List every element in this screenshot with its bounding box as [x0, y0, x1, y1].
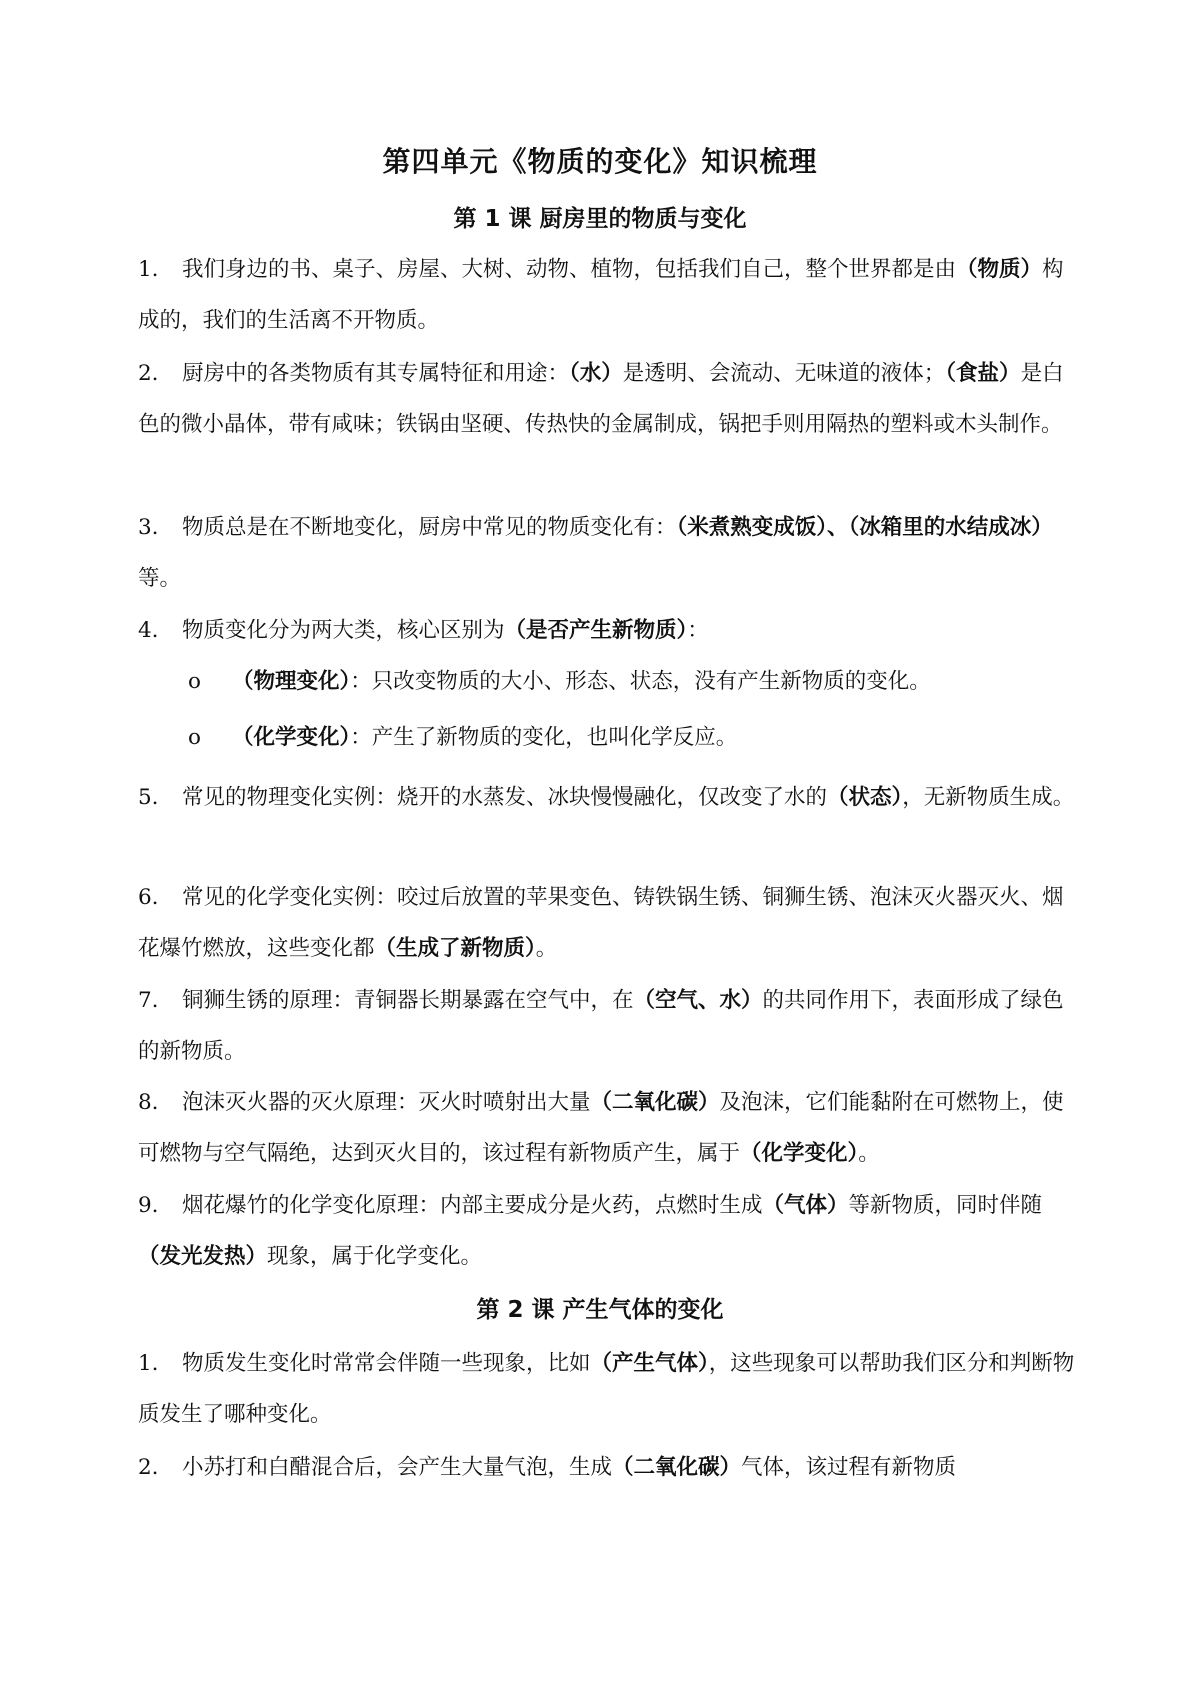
- item-text: 。: [535, 936, 558, 961]
- item-number: 4.: [138, 618, 159, 643]
- item-answer: （物质）: [956, 257, 1043, 282]
- item-text: ，无新物质生成。: [902, 785, 1075, 810]
- bullet-icon: o: [188, 725, 201, 750]
- item-text: 物质总是在不断地变化，厨房中常见的物质变化有：: [182, 515, 677, 540]
- list-item: [138, 244, 1078, 346]
- item-text: 厨房中的各类物质有其专属特征和用途：: [182, 361, 570, 386]
- item-text: 物质发生变化时常常会伴随一些现象，比如: [182, 1351, 591, 1376]
- item-text: 泡沫灭火器的灭火原理：灭火时喷射出大量: [182, 1090, 591, 1115]
- item-text: 小苏打和白醋混合后，会产生大量气泡，生成: [182, 1455, 613, 1480]
- item-text: 烟花爆竹的化学变化原理：内部主要成分是火药，点燃时生成: [182, 1193, 763, 1218]
- lesson-2-heading: 第 2 课 产生气体的变化: [476, 1297, 724, 1323]
- item-number: 7.: [138, 988, 159, 1013]
- list-item: [138, 1180, 1078, 1282]
- item-text: 等。: [138, 566, 182, 591]
- item-text: 常见的化学变化实例：咬过后放置的苹果变色、铸铁锅生锈、铜狮生锈、泡沫灭火器灭火、烟花爆竹燃放，这些变化都: [138, 885, 1064, 961]
- list-item: [138, 1338, 1078, 1440]
- item-text: 物质变化分为两大类，核心区别为: [182, 618, 505, 643]
- item-answer: （状态）: [827, 785, 903, 810]
- item-number: 8.: [138, 1090, 159, 1115]
- item-answer: （水）: [569, 361, 623, 386]
- item-answer: （化学变化）: [232, 725, 351, 750]
- item-answer: （米煮熟变成饭）、（冰箱里的水结成冰）: [676, 515, 1053, 540]
- item-answer: （食盐）: [945, 361, 1021, 386]
- item-answer: （气体）: [762, 1193, 849, 1218]
- item-text: 我们身边的书、桌子、房屋、大树、动物、植物，包括我们自己，整个世界都是由: [182, 257, 957, 282]
- list-item: [138, 502, 1078, 604]
- item-number: 2.: [138, 361, 159, 386]
- item-answer: （产生气体）: [590, 1351, 709, 1376]
- item-text: 及泡沫，它们能黏附在可燃物上，使可燃物与空气隔绝，达到灭火目的，该过程有新物质产生，属于: [138, 1090, 1064, 1166]
- item-text: ：: [687, 618, 709, 643]
- sub-list-item: [188, 712, 1078, 763]
- item-answer: （生成了新物质）: [374, 936, 536, 961]
- item-answer: （是否产生新物质）: [504, 618, 688, 643]
- list-item: [138, 605, 1078, 656]
- list-item: [138, 975, 1078, 1077]
- list-item: [138, 1442, 1078, 1493]
- item-text: ，这些现象可以帮助我们区分和判断物质发生了哪种变化。: [138, 1351, 1075, 1427]
- list-item: [138, 1077, 1078, 1179]
- lesson-1-heading: 第 1 课 厨房里的物质与变化: [453, 206, 747, 232]
- item-text: 铜狮生锈的原理：青铜器长期暴露在空气中，在: [182, 988, 634, 1013]
- item-number: 3.: [138, 515, 159, 540]
- item-text: ：只改变物质的大小、形态、状态，没有产生新物质的变化。: [350, 669, 931, 694]
- item-text: 是透明、会流动、无味道的液体；: [622, 361, 946, 386]
- item-text: 构成的，我们的生活离不开物质。: [138, 257, 1064, 333]
- item-answer: （物理变化）: [232, 669, 351, 694]
- item-number: 1.: [138, 257, 159, 282]
- item-number: 1.: [138, 1351, 159, 1376]
- item-answer: （空气、水）: [633, 988, 763, 1013]
- item-number: 6.: [138, 885, 159, 910]
- item-text: 是白色的微小晶体，带有咸味；铁锅由坚硬、传热快的金属制成，锅把手则用隔热的塑料或木头制作。: [138, 361, 1064, 437]
- item-answer: （发光发热）: [138, 1244, 268, 1269]
- item-text: 现象，属于化学变化。: [267, 1244, 483, 1269]
- document-title: 第四单元《物质的变化》知识梳理: [382, 145, 818, 178]
- sub-list-item: [188, 656, 1078, 707]
- item-number: 2.: [138, 1455, 159, 1480]
- item-text: ：产生了新物质的变化，也叫化学反应。: [350, 725, 738, 750]
- list-item: [138, 772, 1078, 823]
- item-answer: （二氧化碳）: [590, 1090, 720, 1115]
- list-item: [138, 348, 1078, 450]
- item-text: 气体，该过程有新物质: [741, 1455, 957, 1480]
- item-text: 等新物质，同时伴随: [848, 1193, 1043, 1218]
- item-text: 。: [858, 1141, 880, 1166]
- item-text: 的共同作用下，表面形成了绿色的新物质。: [138, 988, 1064, 1064]
- bullet-icon: o: [188, 669, 201, 694]
- item-answer: （二氧化碳）: [612, 1455, 742, 1480]
- list-item: [138, 872, 1078, 974]
- item-number: 5.: [138, 785, 159, 810]
- item-text: 常见的物理变化实例：烧开的水蒸发、冰块慢慢融化，仅改变了水的: [182, 785, 828, 810]
- item-answer: （化学变化）: [740, 1141, 859, 1166]
- item-number: 9.: [138, 1193, 159, 1218]
